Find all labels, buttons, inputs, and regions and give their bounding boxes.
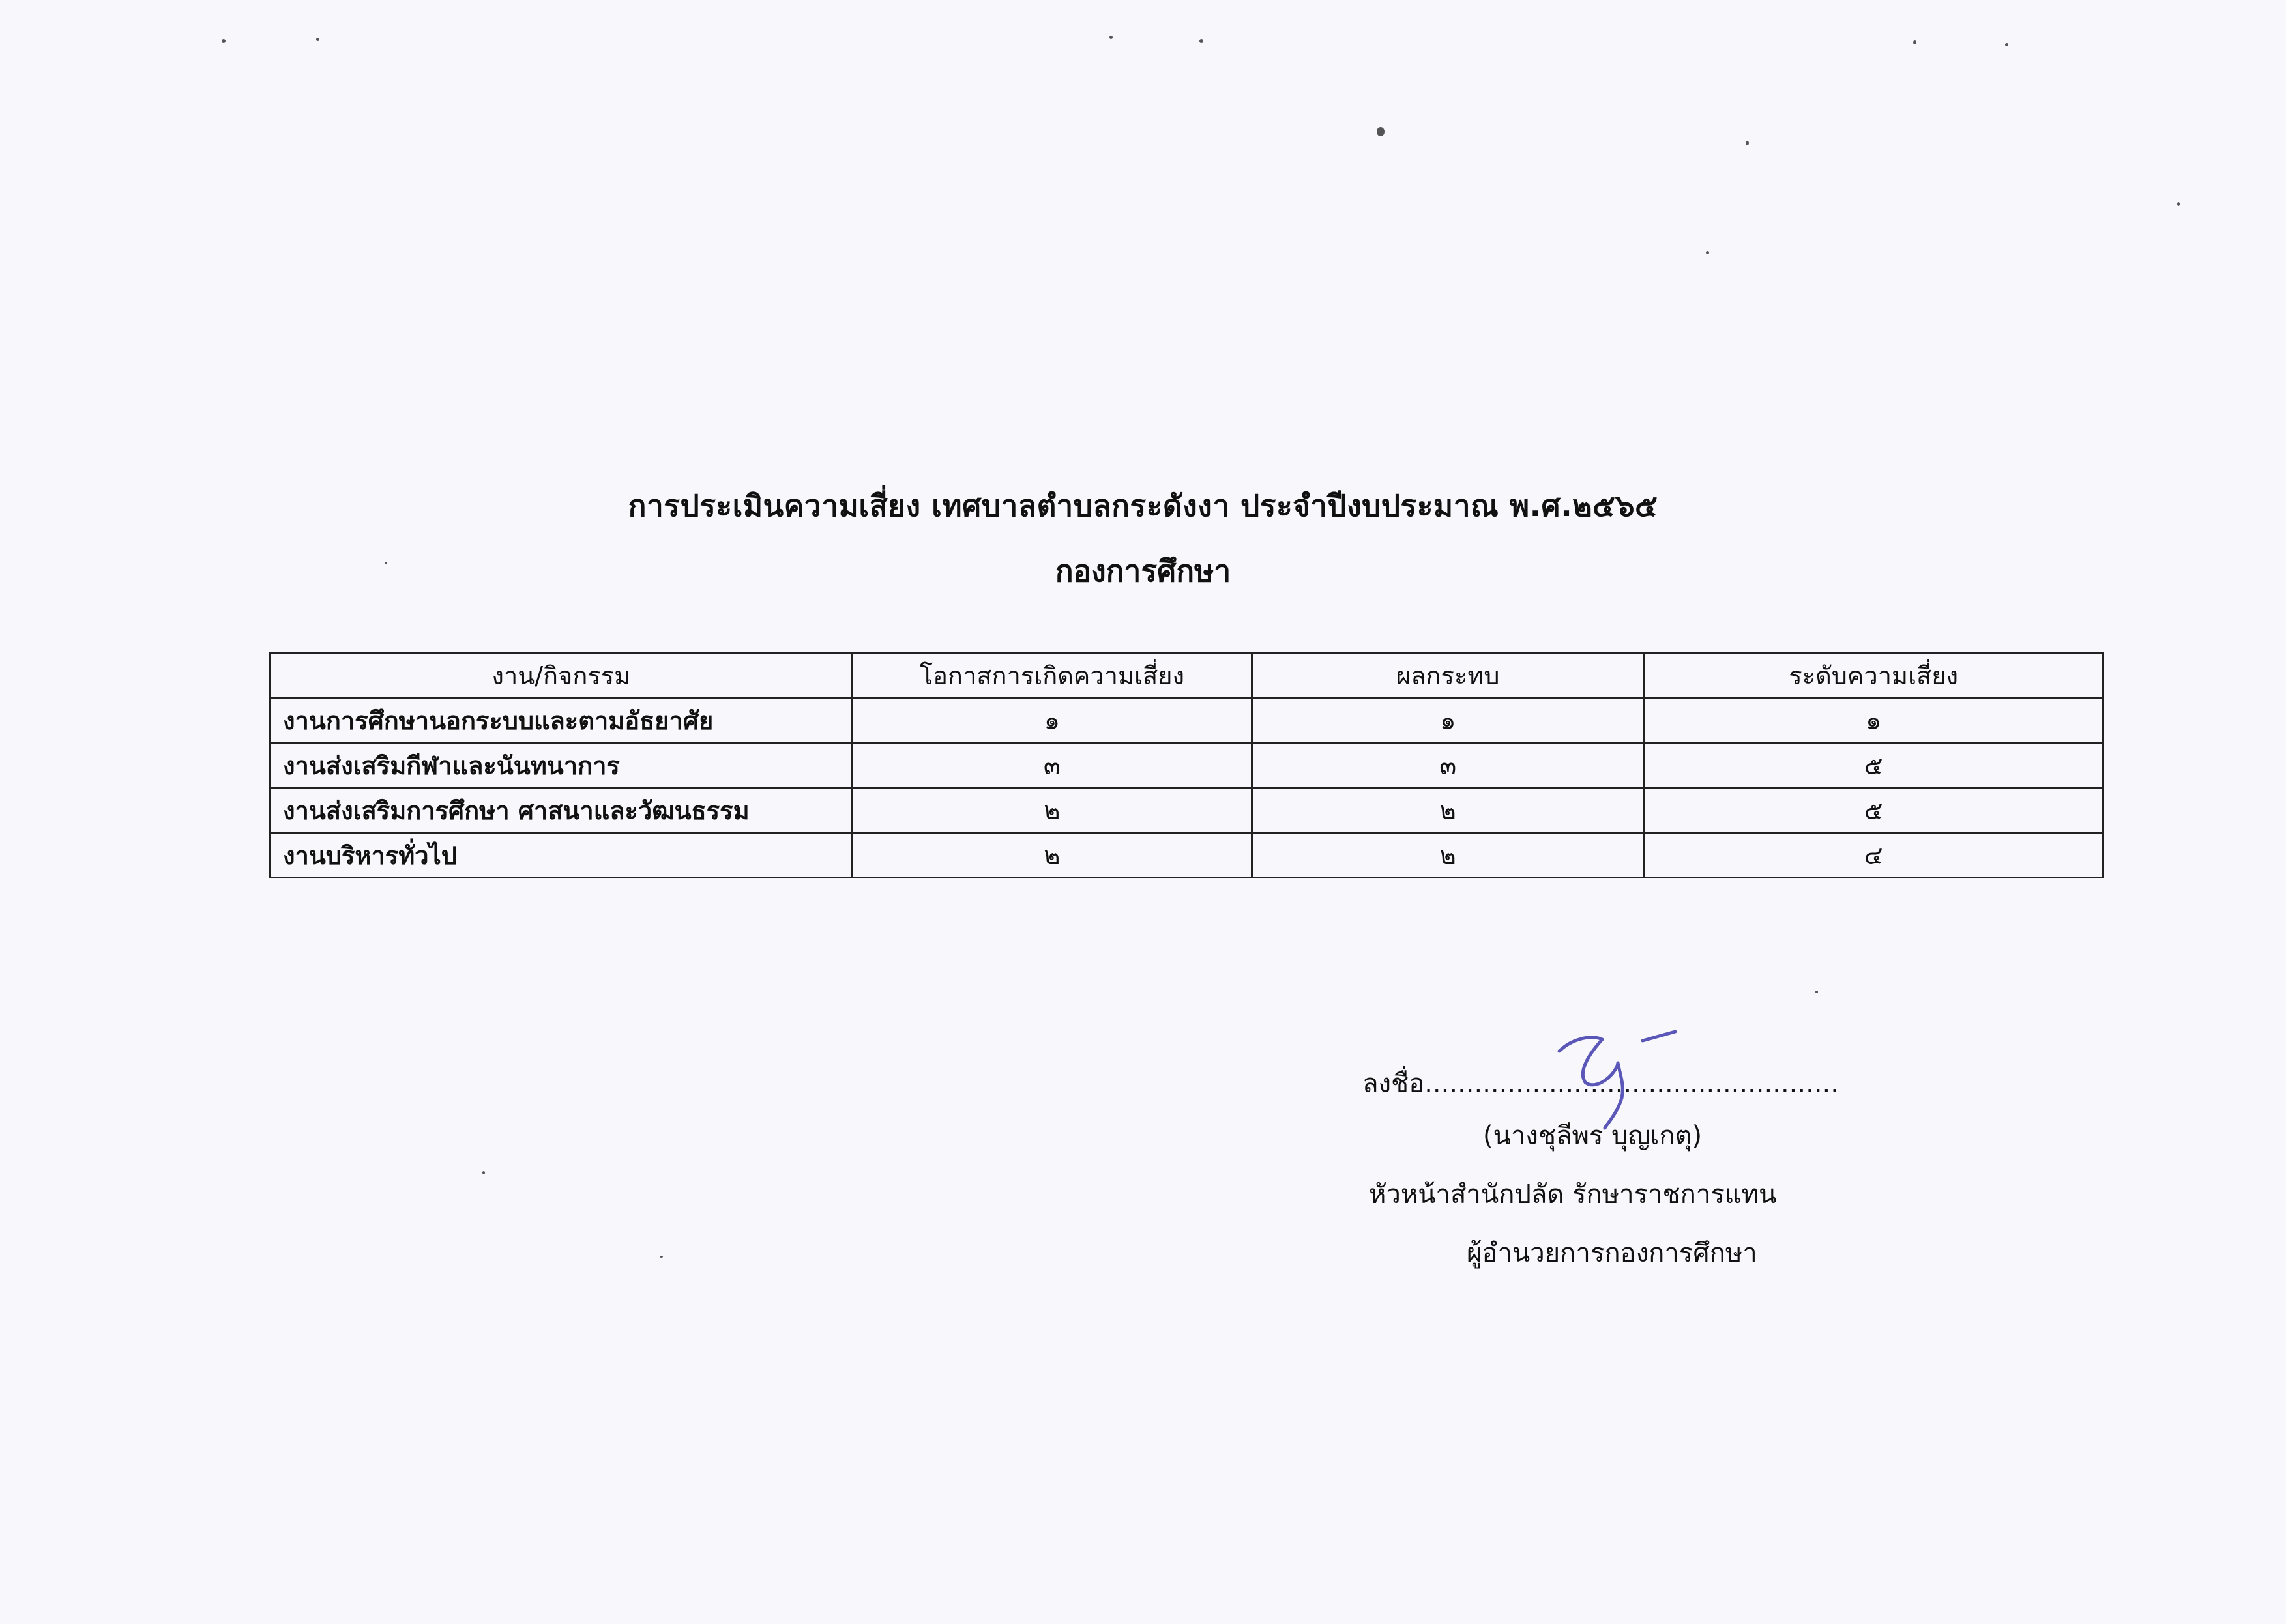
scan-speck [1377,127,1385,136]
scan-speck [222,39,226,43]
table-row [271,788,2103,833]
cell-risk-level: ๕ [1644,743,2103,788]
signer-name: (นางชุลีพร บุญเกตุ) [1483,1121,1703,1151]
table-row [271,833,2103,878]
scan-speck [1913,40,1916,44]
cell-chance: ๒ [852,833,1252,878]
cell-activity: งานส่งเสริมกีฬาและนันทนาการ [271,743,853,788]
header-chance: โอกาสการเกิดความเสี่ยง [852,653,1252,698]
scan-speck [1746,141,1749,145]
cell-impact: ๓ [1252,743,1644,788]
table-header-row [271,653,2103,698]
table-row [271,698,2103,743]
cell-activity: งานบริหารทั่วไป [271,833,853,878]
scan-speck [1109,36,1113,39]
department-subtitle: กองการศึกษา [1055,553,1231,588]
scan-speck [316,38,319,41]
header-activity: งาน/กิจกรรม [271,653,853,698]
sign-line: ลงชื่อ.................................................. [1362,1069,1839,1099]
cell-risk-level: ๔ [1644,833,2103,878]
risk-assessment-table [269,652,2104,878]
document-title: การประเมินความเสี่ยง เทศบาลตำบลกระดังงา ประจำปีงบประมาณ พ.ศ.๒๕๖๕ [628,488,1658,523]
cell-chance: ๒ [852,788,1252,833]
cell-chance: ๑ [852,698,1252,743]
header-risk-level: ระดับความเสี่ยง [1644,653,2103,698]
scan-speck [660,1256,663,1258]
signer-acting-for: ผู้อำนวยการกองการศึกษา [1467,1238,1757,1268]
signer-position: หัวหน้าสำนักปลัด รักษาราชการแทน [1369,1180,1777,1210]
cell-risk-level: ๕ [1644,788,2103,833]
scan-speck [1815,991,1818,993]
cell-risk-level: ๑ [1644,698,2103,743]
cell-activity: งานส่งเสริมการศึกษา ศาสนาและวัฒนธรรม [271,788,853,833]
cell-impact: ๑ [1252,698,1644,743]
cell-impact: ๒ [1252,833,1644,878]
header-impact: ผลกระทบ [1252,653,1644,698]
scan-speck [2177,202,2180,206]
scan-speck [482,1171,485,1174]
scan-speck [1706,251,1709,254]
cell-activity: งานการศึกษานอกระบบและตามอัธยาศัย [271,698,853,743]
scan-speck [2005,43,2008,46]
table-row [271,743,2103,788]
scan-speck [1199,39,1203,43]
cell-chance: ๓ [852,743,1252,788]
cell-impact: ๒ [1252,788,1644,833]
